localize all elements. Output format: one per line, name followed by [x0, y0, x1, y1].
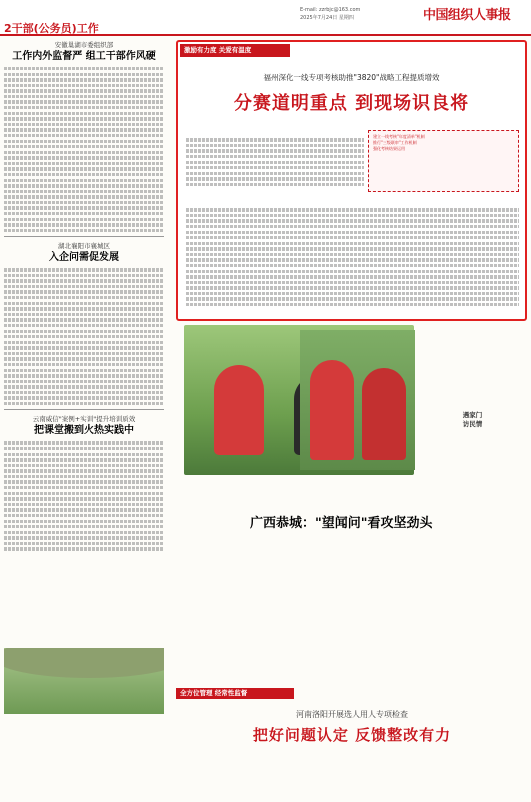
feature-article	[176, 40, 527, 321]
newspaper-logo: 中国组织人事报	[423, 8, 511, 23]
story3-body	[4, 441, 164, 550]
right-photo	[300, 330, 415, 470]
feature-title: 分赛道明重点 到现场识良将	[233, 93, 470, 114]
meta-email: E-mail: zzrbjc@163.com	[300, 7, 361, 13]
left-photo	[4, 648, 164, 714]
story2-subtitle: 湖北襄阳市襄城区	[58, 242, 110, 251]
left-column	[4, 40, 164, 553]
box-line-3: 强化考核结果运用	[373, 146, 405, 151]
story3-title: 把课堂搬到火热实践中	[34, 425, 134, 437]
box-line-2: 推行"三级联审"工作机制	[373, 140, 417, 145]
mid-story-title: 广西恭城："望闻问"看攻坚劲头	[250, 516, 433, 531]
feature-body-top	[186, 136, 364, 188]
story1-body	[4, 67, 164, 232]
section-title: 2干部(公务员)工作	[4, 22, 99, 35]
feature-banner: 激励有力度 关爱有温度	[180, 44, 290, 57]
feature-subtitle: 福州深化一线专项考核助推"3820"战略工程提质增效	[263, 73, 440, 82]
section-management	[176, 688, 528, 745]
masthead-meta	[300, 6, 410, 22]
section2-subtitle: 河南洛阳开展选人用人专项检查	[296, 710, 408, 719]
story2-body	[4, 268, 164, 405]
section2-band: 全方位管理 经常性监督	[176, 688, 294, 699]
story3-subtitle: 云南威信"案例+实训"提升培训质效	[32, 415, 136, 424]
feature-highlight-box	[368, 130, 519, 192]
photo-caption: 遇家门 访民情	[462, 411, 483, 428]
masthead	[0, 0, 531, 36]
story2-title: 入企问需促发展	[49, 252, 119, 264]
feature-body-bottom	[186, 206, 519, 309]
story1-subtitle: 安徽巢湖市委组织部	[54, 41, 114, 49]
meta-date: 2025年7月24日 星期四	[300, 15, 354, 21]
story1-title: 工作内外监督严 组工干部作风硬	[12, 51, 156, 62]
box-line-1: 建立一线考核"年度清单"机制	[373, 134, 425, 139]
section2-title: 把好问题认定 反馈整改有力	[252, 726, 452, 744]
